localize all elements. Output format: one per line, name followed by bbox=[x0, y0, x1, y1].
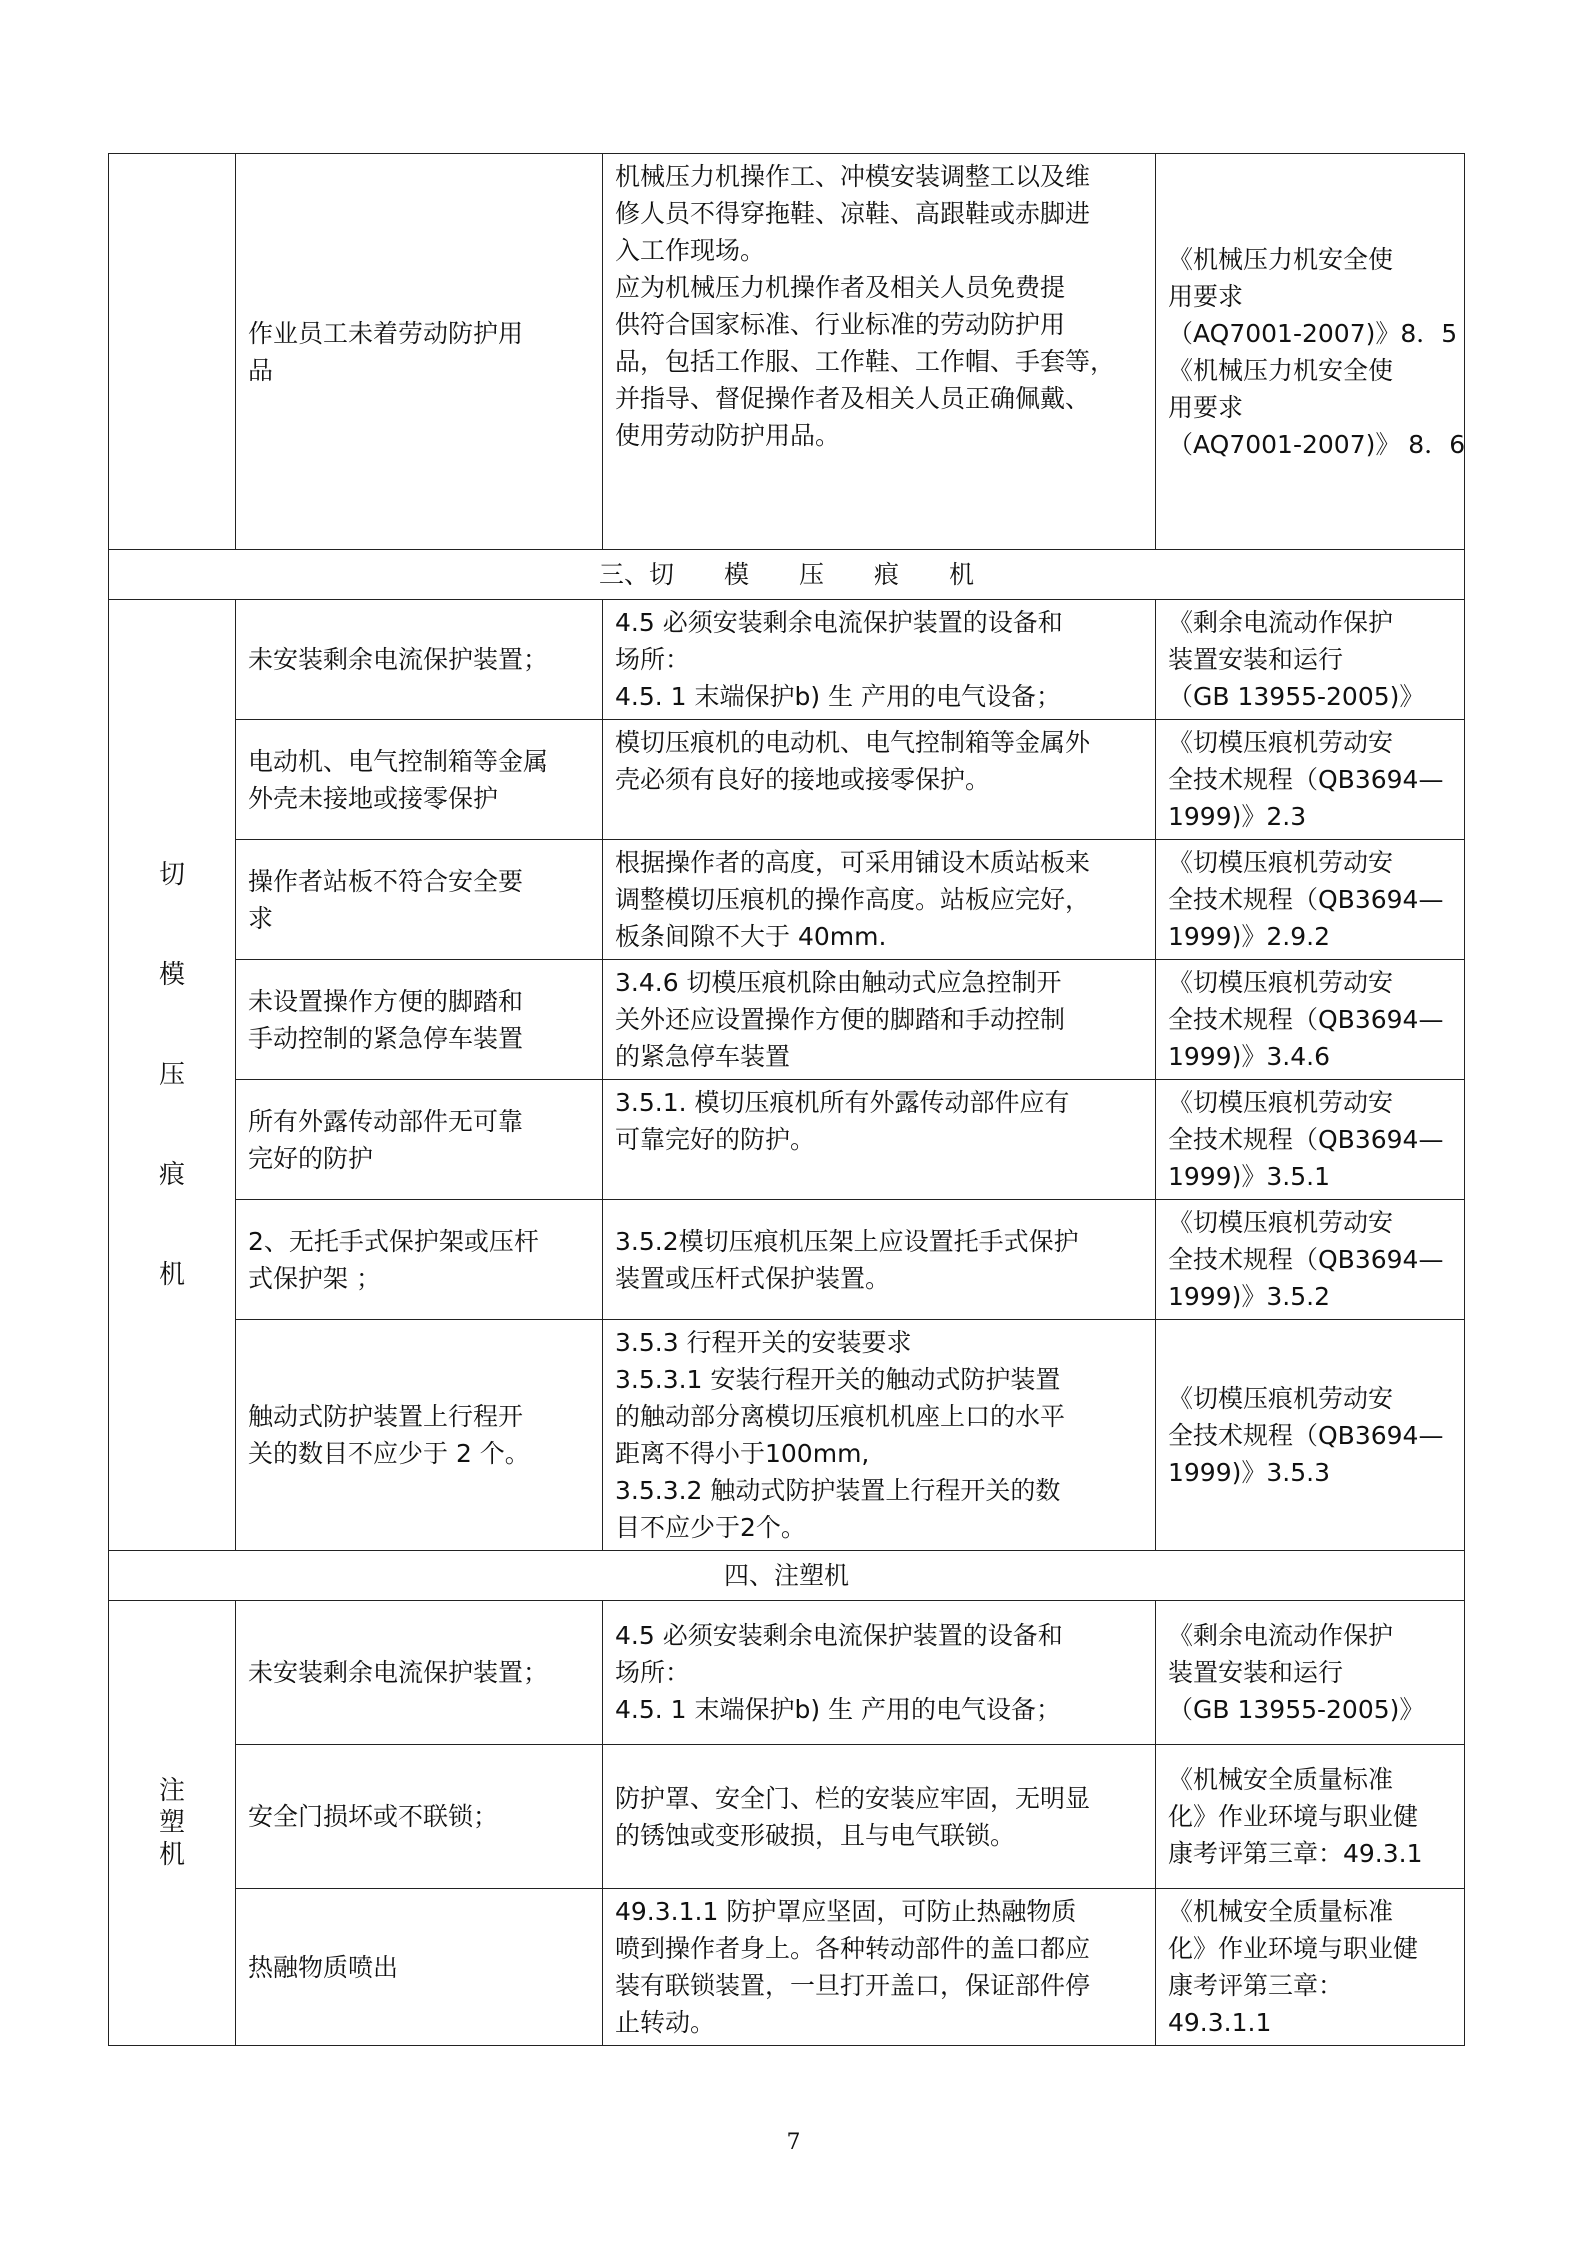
category-char: 压 bbox=[158, 1060, 185, 1090]
cell-line: 《机械安全质量标准 bbox=[1168, 1765, 1394, 1794]
table-row bbox=[109, 720, 1465, 840]
hazard-cell bbox=[236, 1889, 603, 2046]
hazard-cell bbox=[236, 1080, 603, 1200]
hazard-cell bbox=[236, 1200, 603, 1320]
cell-line: 未安装剩余电流保护装置； bbox=[248, 645, 549, 674]
category-char: 模 bbox=[158, 960, 185, 990]
basis-cell bbox=[1156, 1745, 1465, 1889]
category-char: 切 bbox=[158, 860, 185, 890]
cell-line: 《机械压力机安全使 bbox=[1168, 244, 1394, 274]
cell-line: 化》作业环境与职业健 bbox=[1168, 1802, 1419, 1831]
table-row bbox=[109, 1080, 1465, 1200]
cell-line: 完好的防护 bbox=[248, 1143, 374, 1173]
basis-cell bbox=[1156, 720, 1465, 840]
cell-line: 外壳未接地或接零保护 bbox=[248, 783, 499, 813]
cell-line: 的锈蚀或变形破损，且与电气联锁。 bbox=[615, 1820, 1016, 1850]
cell-line: 1999)》3.5.1 bbox=[1168, 1162, 1330, 1191]
cell-line: 《机械安全质量标准 bbox=[1168, 1897, 1394, 1926]
cell-line: 品，包括工作服、工作鞋、工作帽、手套等， bbox=[615, 347, 1116, 376]
cell-line: 1999)》3.5.3 bbox=[1168, 1457, 1330, 1487]
cell-line: 供符合国家标准、行业标准的劳动防护用 bbox=[615, 310, 1066, 339]
hazard-cell bbox=[236, 1601, 603, 1745]
cell-line: 根据操作者的高度，可采用铺设木质站板来 bbox=[615, 848, 1091, 877]
cell-line: 操作者站板不符合安全要 bbox=[248, 866, 524, 896]
cell-line: 入工作现场。 bbox=[615, 236, 766, 265]
measure-cell bbox=[603, 1320, 1156, 1551]
cell-line: 2、无托手式保护架或压杆 bbox=[248, 1226, 539, 1256]
cell-line: 所有外露传动部件无可靠 bbox=[248, 1106, 524, 1136]
cell-line: 1999)》3.5.2 bbox=[1168, 1282, 1330, 1311]
measure-cell bbox=[603, 1889, 1156, 2046]
cell-line: 作业员工未着劳动防护用 bbox=[248, 318, 524, 348]
page-number: 7 bbox=[786, 2130, 801, 2155]
cell-line: 3.5.3.1 安装行程开关的触动式防护装置 bbox=[615, 1365, 1061, 1394]
cell-line: 49.3.1.1 防护罩应坚固，可防止热融物质 bbox=[615, 1897, 1077, 1926]
cell-line: 康考评第三章： bbox=[1168, 1971, 1344, 2000]
cell-line: （GB 13955-2005)》 bbox=[1168, 682, 1425, 711]
cell-line: 的触动部分离模切压痕机机座上口的水平 bbox=[615, 1402, 1066, 1431]
table-row bbox=[109, 1200, 1465, 1320]
cell-line: 《切模压痕机劳动安 bbox=[1168, 728, 1394, 757]
cell-line: 机械压力机操作工、冲模安装调整工以及维 bbox=[615, 162, 1091, 191]
cell-line: 并指导、督促操作者及相关人员正确佩戴、 bbox=[615, 384, 1091, 413]
cell-line: （AQ7001-2007)》 8．6 bbox=[1168, 429, 1466, 459]
cell-line: 装置安装和运行 bbox=[1168, 645, 1344, 674]
cell-line: 应为机械压力机操作者及相关人员免费提 bbox=[615, 273, 1066, 302]
cell-line: 装置或压杆式保护装置。 bbox=[615, 1263, 891, 1293]
table-row bbox=[109, 1601, 1465, 1745]
cell-line: 全技术规程（QB3694— bbox=[1168, 1125, 1444, 1154]
table-row bbox=[109, 1320, 1465, 1551]
cell-line: 《切模压痕机劳动安 bbox=[1168, 848, 1394, 877]
cell-line: 化》作业环境与职业健 bbox=[1168, 1934, 1419, 1963]
cell-line: 关外还应设置操作方便的脚踏和手动控制 bbox=[615, 1005, 1066, 1034]
cell-line: 场所： bbox=[615, 645, 691, 674]
cell-line: 防护罩、安全门、栏的安装应牢固，无明显 bbox=[615, 1783, 1091, 1813]
cell-line: 壳必须有良好的接地或接零保护。 bbox=[615, 765, 991, 794]
cell-line: 模切压痕机的电动机、电气控制箱等金属外 bbox=[615, 728, 1091, 757]
cell-line: 求 bbox=[248, 903, 274, 933]
cell-line: 手动控制的紧急停车装置 bbox=[248, 1023, 524, 1053]
section-title: 四、注塑机 bbox=[109, 1551, 1465, 1601]
cell-line: 目不应少于2个。 bbox=[615, 1513, 806, 1542]
cell-line: 4.5. 1 末端保护b) 生 产用的电气设备； bbox=[615, 682, 1062, 711]
cell-line: 全技术规程（QB3694— bbox=[1168, 1420, 1444, 1450]
cell-line: 《机械压力机安全使 bbox=[1168, 355, 1394, 385]
cell-line: 《剩余电流动作保护 bbox=[1168, 608, 1394, 637]
measure-cell bbox=[603, 960, 1156, 1080]
table-row bbox=[109, 960, 1465, 1080]
measure-cell bbox=[603, 1745, 1156, 1889]
cell-line: 板条间隙不大于 40mm. bbox=[615, 922, 887, 951]
section-header-row bbox=[109, 550, 1465, 600]
basis-cell bbox=[1156, 1200, 1465, 1320]
basis-cell bbox=[1156, 1889, 1465, 2046]
measure-cell bbox=[603, 1080, 1156, 1200]
measure-cell bbox=[603, 1200, 1156, 1320]
category-char: 痕 bbox=[158, 1160, 185, 1190]
category-cell bbox=[109, 600, 236, 1551]
cell-line: 3.5.3 行程开关的安装要求 bbox=[615, 1328, 912, 1357]
cell-line: 1999)》2.9.2 bbox=[1168, 922, 1330, 951]
cell-line: （AQ7001-2007)》8．5 bbox=[1168, 318, 1458, 348]
basis-cell bbox=[1156, 1601, 1465, 1745]
cell-line: 可靠完好的防护。 bbox=[615, 1125, 816, 1154]
cell-line: 触动式防护装置上行程开 bbox=[248, 1402, 524, 1431]
basis-cell bbox=[1156, 840, 1465, 960]
cell-line: 关的数目不应少于 2 个。 bbox=[248, 1439, 530, 1468]
table-row bbox=[109, 154, 1465, 550]
hazard-table bbox=[108, 153, 1465, 2046]
basis-cell bbox=[1156, 1320, 1465, 1551]
hazard-cell bbox=[236, 720, 603, 840]
cell-line: 《切模压痕机劳动安 bbox=[1168, 1383, 1394, 1413]
cell-line: 用要求 bbox=[1168, 392, 1244, 422]
category-char: 机 bbox=[158, 1260, 185, 1290]
cell-line: 全技术规程（QB3694— bbox=[1168, 1245, 1444, 1274]
cell-line: 距离不得小于100mm, bbox=[615, 1439, 870, 1468]
cell-line: 全技术规程（QB3694— bbox=[1168, 765, 1444, 794]
table-row bbox=[109, 600, 1465, 720]
cell-line: 的紧急停车装置 bbox=[615, 1042, 791, 1071]
category-cell bbox=[109, 154, 236, 550]
cell-line: 3.5.3.2 触动式防护装置上行程开关的数 bbox=[615, 1476, 1061, 1505]
cell-line: 使用劳动防护用品。 bbox=[615, 421, 841, 450]
cell-line: 止转动。 bbox=[615, 2008, 716, 2037]
measure-cell bbox=[603, 1601, 1156, 1745]
cell-line: 3.5.1. 模切压痕机所有外露传动部件应有 bbox=[615, 1088, 1070, 1117]
cell-line: 装有联锁装置，一旦打开盖口，保证部件停 bbox=[615, 1971, 1091, 2000]
cell-line: （GB 13955-2005)》 bbox=[1168, 1695, 1425, 1724]
cell-line: 全技术规程（QB3694— bbox=[1168, 885, 1444, 914]
cell-line: 《切模压痕机劳动安 bbox=[1168, 1208, 1394, 1237]
cell-line: 4.5 必须安装剩余电流保护装置的设备和 bbox=[615, 608, 1063, 637]
hazard-cell bbox=[236, 960, 603, 1080]
cell-line: 场所： bbox=[615, 1658, 691, 1687]
section-title: 三、切 模 压 痕 机 bbox=[109, 550, 1465, 600]
cell-line: 1999)》2.3 bbox=[1168, 802, 1307, 831]
cell-line: 4.5 必须安装剩余电流保护装置的设备和 bbox=[615, 1621, 1063, 1650]
cell-line: 热融物质喷出 bbox=[248, 1952, 399, 1982]
category-char: 塑 bbox=[158, 1808, 185, 1838]
cell-line: 3.4.6 切模压痕机除由触动式应急控制开 bbox=[615, 968, 1062, 997]
table-row bbox=[109, 1745, 1465, 1889]
cell-line: 调整模切压痕机的操作高度。站板应完好， bbox=[615, 885, 1091, 914]
hazard-cell bbox=[236, 1320, 603, 1551]
measure-cell bbox=[603, 154, 1156, 550]
cell-line: 康考评第三章：49.3.1 bbox=[1168, 1839, 1423, 1868]
table-row bbox=[109, 840, 1465, 960]
cell-line: 全技术规程（QB3694— bbox=[1168, 1005, 1444, 1034]
cell-line: 安全门损坏或不联锁； bbox=[248, 1802, 499, 1831]
cell-line: 品 bbox=[248, 355, 274, 385]
basis-cell bbox=[1156, 960, 1465, 1080]
table-row bbox=[109, 1889, 1465, 2046]
cell-line: 修人员不得穿拖鞋、凉鞋、高跟鞋或赤脚进 bbox=[615, 199, 1091, 228]
cell-line: 未安装剩余电流保护装置； bbox=[248, 1658, 549, 1687]
basis-cell bbox=[1156, 600, 1465, 720]
cell-line: 1999)》3.4.6 bbox=[1168, 1042, 1330, 1071]
category-char: 注 bbox=[158, 1776, 185, 1806]
section-header-row bbox=[109, 1551, 1465, 1601]
cell-line: 未设置操作方便的脚踏和 bbox=[248, 986, 524, 1016]
hazard-cell bbox=[236, 1745, 603, 1889]
measure-cell bbox=[603, 600, 1156, 720]
cell-line: 式保护架 ； bbox=[248, 1263, 381, 1293]
cell-line: 喷到操作者身上。各种转动部件的盖口都应 bbox=[615, 1934, 1091, 1963]
cell-line: 4.5. 1 末端保护b) 生 产用的电气设备； bbox=[615, 1695, 1062, 1724]
basis-cell bbox=[1156, 1080, 1465, 1200]
cell-line: 《切模压痕机劳动安 bbox=[1168, 968, 1394, 997]
measure-cell bbox=[603, 720, 1156, 840]
cell-line: 用要求 bbox=[1168, 281, 1244, 311]
cell-line: 电动机、电气控制箱等金属 bbox=[248, 746, 549, 776]
hazard-cell bbox=[236, 840, 603, 960]
cell-line: 3.5.2模切压痕机压架上应设置托手式保护 bbox=[615, 1226, 1079, 1256]
cell-line: 《切模压痕机劳动安 bbox=[1168, 1088, 1394, 1117]
cell-line: 49.3.1.1 bbox=[1168, 2008, 1272, 2037]
cell-line: 装置安装和运行 bbox=[1168, 1658, 1344, 1687]
category-cell bbox=[109, 1601, 236, 2046]
hazard-cell bbox=[236, 154, 603, 550]
measure-cell bbox=[603, 840, 1156, 960]
category-char: 机 bbox=[158, 1840, 185, 1870]
cell-line: 《剩余电流动作保护 bbox=[1168, 1621, 1394, 1650]
hazard-cell bbox=[236, 600, 603, 720]
basis-cell bbox=[1156, 154, 1465, 550]
